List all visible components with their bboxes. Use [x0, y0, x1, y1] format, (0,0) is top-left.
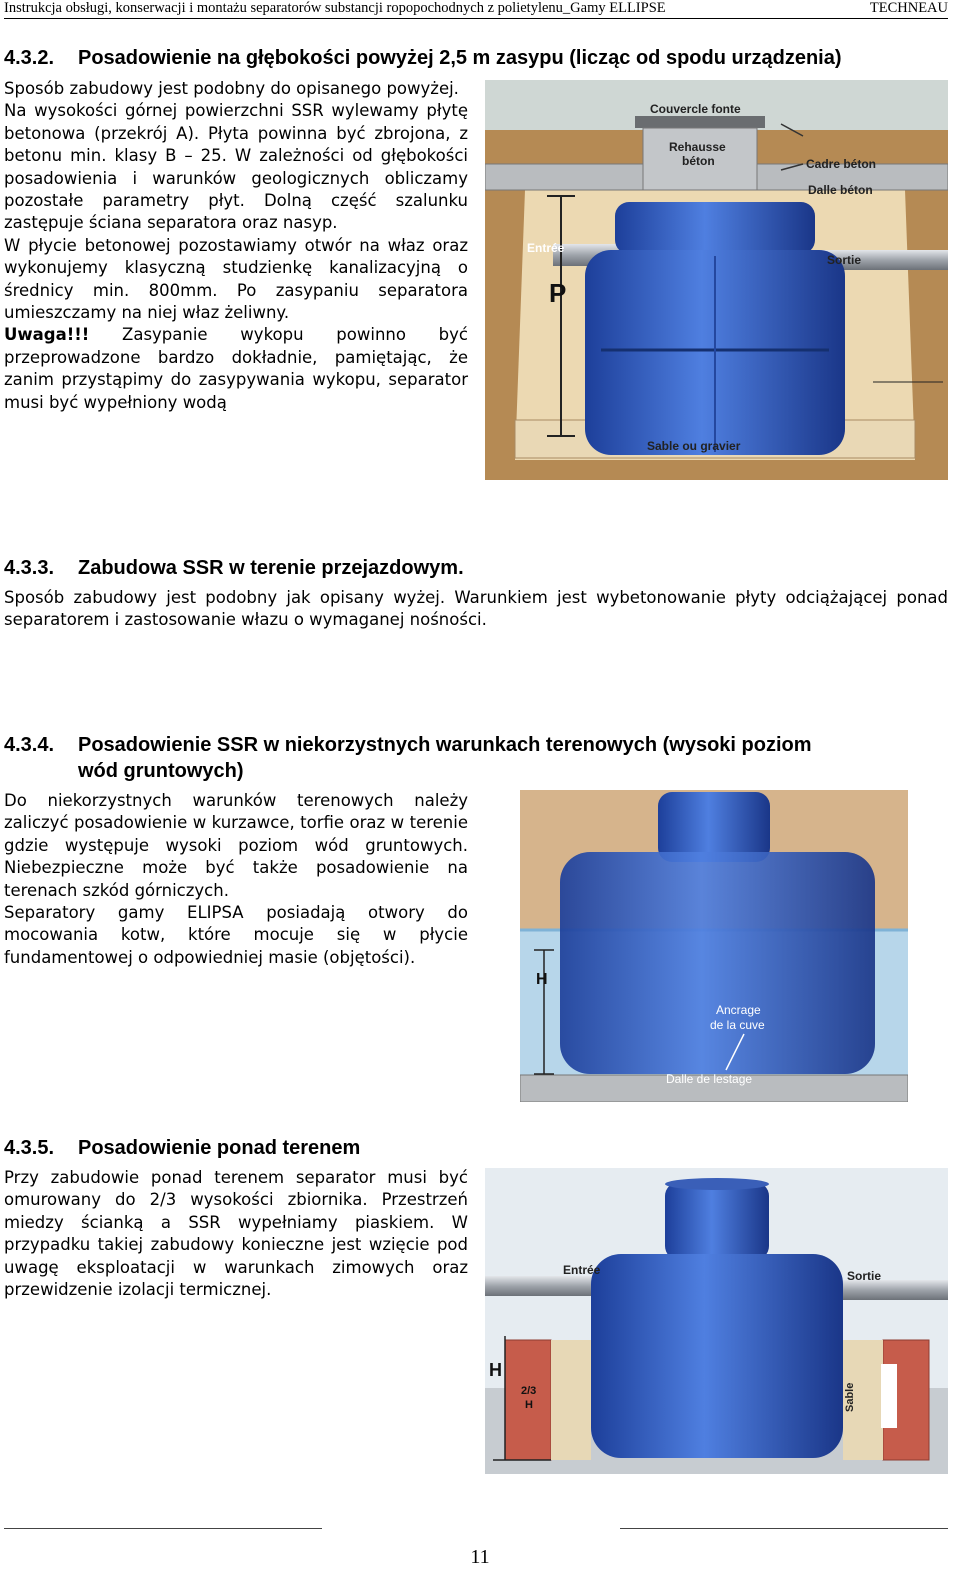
paragraph: Sposób zabudowy jest podobny do opisanego powyżej.	[4, 79, 459, 98]
label-height: H	[536, 971, 548, 988]
section-number: 4.3.2.	[4, 47, 55, 69]
section-heading-4-3-2	[4, 45, 842, 71]
section-title: Posadowienie SSR w niekorzystnych warunkach terenowych (wysoki poziom	[78, 734, 812, 756]
label-depth: P	[549, 278, 567, 308]
page-number: 11	[470, 1546, 490, 1568]
sand-label-box	[881, 1364, 897, 1428]
anchored-tank-diagram	[520, 790, 908, 1102]
sand-fill-left	[551, 1340, 591, 1460]
page-header	[4, 0, 948, 19]
section-heading-4-3-4	[4, 732, 934, 784]
paragraph: Sposób zabudowy jest podobny jak opisany wyżej. Warunkiem jest wybetonowanie płyty odciążającej ponad separatorem i zastosowanie włazu o wymaganej nośności.	[4, 588, 948, 630]
tank-body	[560, 852, 875, 1074]
paragraph: W płycie betonowej pozostawiamy otwór na właz oraz wykonujemy klasyczną studzienkę kanalizacyjną o średnicy min. 800mm. Po zasypaniu separatora umieszczamy na niej właz żeliwny.	[4, 235, 468, 323]
label-fraction-h: H	[525, 1399, 533, 1411]
paragraph: Przy zabudowie ponad terenem separator musi być omurowany do 2/3 wysokości zbiornika. Przestrzeń miedzy ścianką a SSR wypełniamy piaskiem. W przypadku takiej zabudowy konieczne jest wzięcie pod uwagę eksploatacji w warunkach zimowych oraz przewidzenie izolacji termicznej.	[4, 1168, 468, 1300]
section-title: Posadowienie na głębokości powyżej 2,5 m zasypu (licząc od spodu urządzenia)	[78, 47, 842, 69]
label-sand: Sable	[844, 1382, 856, 1412]
tank-cover	[665, 1178, 769, 1190]
label-riser-material: béton	[682, 154, 715, 168]
section-number: 4.3.5.	[4, 1137, 55, 1159]
section-heading-4-3-3	[4, 555, 464, 581]
section-number: 4.3.4.	[4, 734, 55, 756]
label-riser: Rehausse	[669, 140, 726, 154]
section-body-4-3-3	[4, 587, 948, 632]
label-inlet: Entrée	[563, 1263, 601, 1277]
tank-body	[591, 1254, 843, 1458]
label-outlet: Sortie	[847, 1269, 882, 1283]
section-title-continued: wód gruntowych)	[78, 760, 244, 782]
tank-neck	[665, 1182, 769, 1260]
label-outlet: Sortie	[827, 253, 862, 267]
footer-rule-left	[4, 1528, 322, 1529]
section-heading-4-3-5	[4, 1135, 360, 1161]
tank-upper	[615, 202, 815, 254]
label-slab: Dalle béton	[808, 183, 873, 197]
footer-rule-right	[620, 1528, 948, 1529]
label-fraction: 2/3	[521, 1385, 537, 1397]
label-anchor: Ancrage	[716, 1003, 761, 1017]
deep-installation-diagram	[485, 80, 948, 480]
label-frame: Cadre béton	[806, 157, 877, 171]
section-title: Zabudowa SSR w terenie przejazdowym.	[78, 557, 464, 579]
section-body-4-3-4	[4, 790, 468, 969]
paragraph: Separatory gamy ELIPSA posiadają otwory do mocowania kotw, które mocuje się w płycie fundamentowej o odpowiedniej masie (objętości).	[4, 903, 468, 967]
warning-paragraph	[4, 324, 468, 414]
above-ground-diagram	[485, 1168, 948, 1474]
label-ballast-slab: Dalle de lestage	[666, 1072, 753, 1086]
document-title: Instrukcja obsługi, konserwacji i montażu separatorów substancji ropopochodnych z polietylenu_Gamy ELLIPSE	[4, 0, 666, 16]
section-title: Posadowienie ponad terenem	[78, 1137, 361, 1159]
section-body-4-3-5	[4, 1167, 468, 1301]
label-cover: Couvercle fonte	[650, 102, 741, 116]
tank-neck	[658, 792, 770, 862]
paragraph: Na wysokości górnej powierzchni SSR wylewamy płytę betonowa (przekrój A). Płyta powinna być zbrojona, z betonu min. klasy B – 25. W zależności od głębokości posadowienia i warunków geologicznych obliczamy pozostałe parametry płyt. Dolną część szalunku zastępuje ściana separatora oraz nasyp.	[4, 101, 468, 233]
label-anchor-target: de la cuve	[710, 1018, 765, 1032]
warning-text: Zasypanie wykopu powinno być przeprowadzone bardzo dokładnie, pamiętając, że zanim przystąpimy do zasypywania wykopu, separator musi być wypełniony wodą	[4, 325, 468, 412]
section-number: 4.3.3.	[4, 557, 55, 579]
brand-name: TECHNEAU	[869, 0, 948, 16]
label-height: H	[489, 1360, 502, 1380]
label-inlet: Entrée	[527, 241, 565, 255]
section-body-4-3-2	[4, 78, 468, 414]
cast-iron-cover	[635, 116, 765, 128]
warning-label: Uwaga!!!	[4, 325, 90, 345]
label-bedding: Sable ou gravier	[647, 439, 741, 453]
paragraph: Do niekorzystnych warunków terenowych należy zaliczyć posadowienie w kurzawce, torfie oraz w terenie gdzie występuje wysoki poziom wód gruntowych. Niebezpieczne może być także posadowienie na terenach szkód górniczych.	[4, 791, 468, 900]
